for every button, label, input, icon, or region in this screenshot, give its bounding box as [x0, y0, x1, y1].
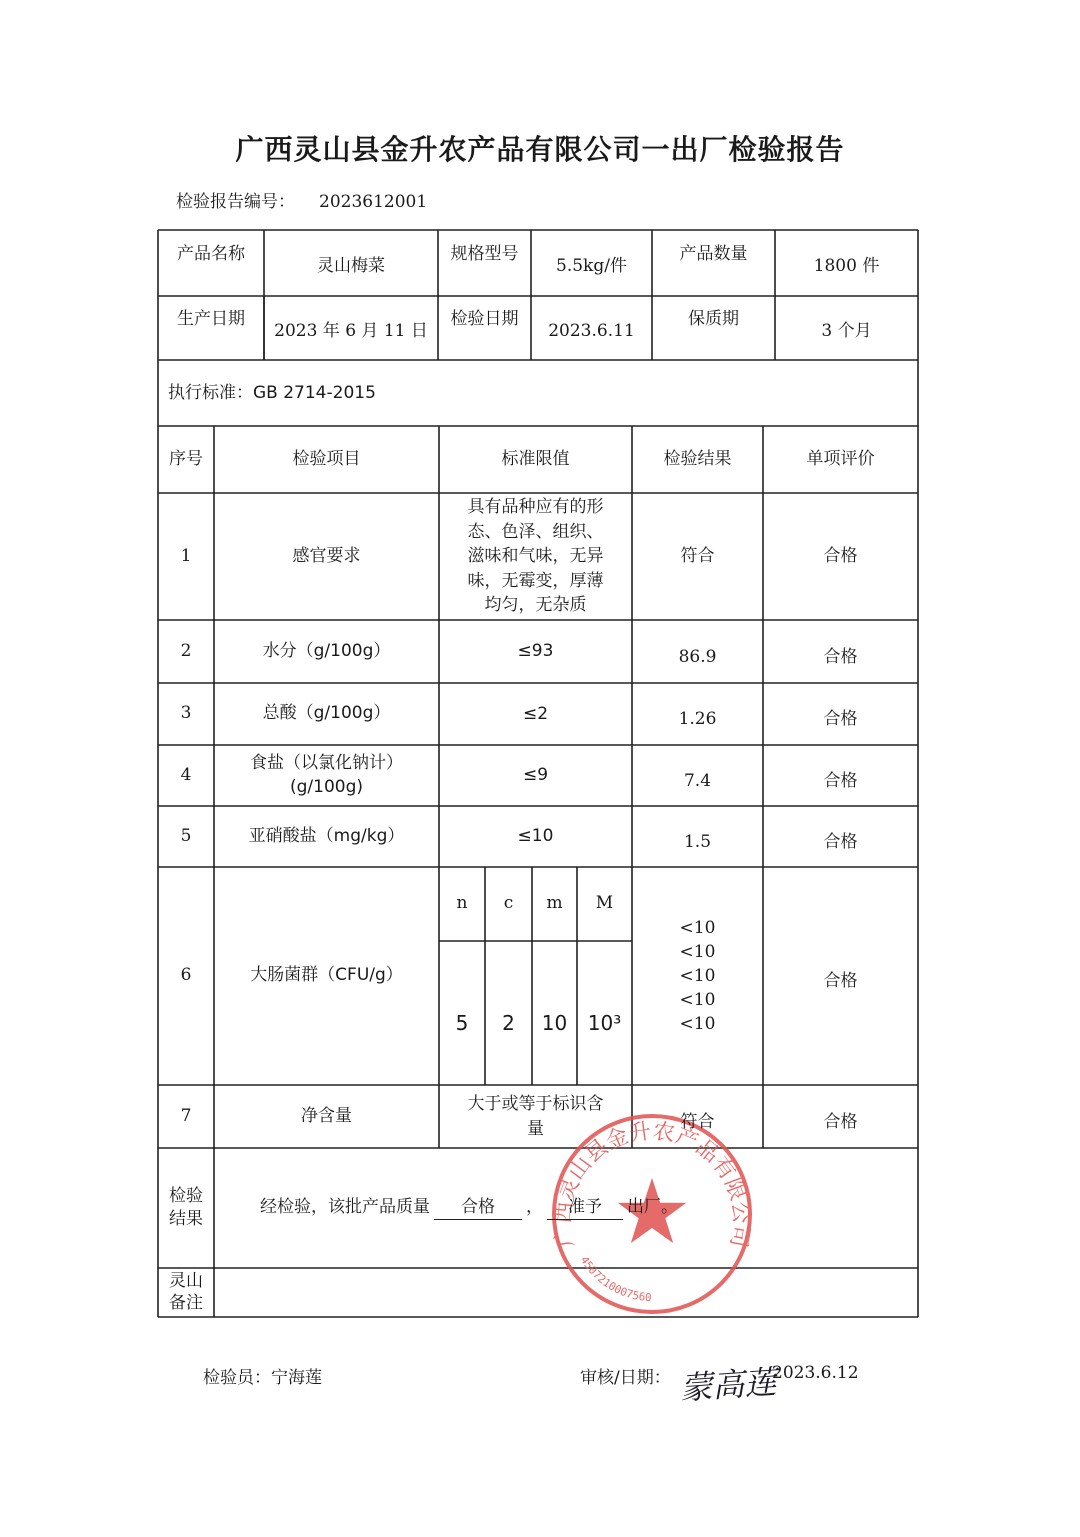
item-evaluation: 合格: [823, 709, 858, 730]
info-label: 产品数量: [679, 244, 748, 265]
test-item: 总酸（g/100g）: [262, 703, 391, 724]
info-label: 规格型号: [450, 244, 519, 265]
seal-text: 广西灵山县金升农产品有限公司: [550, 1119, 754, 1250]
test-result: 1.5: [683, 831, 712, 852]
test-result: <10 <10 <10 <10 <10: [679, 917, 716, 1035]
sampling-param: M: [595, 893, 614, 914]
standard-limit: ≤9: [522, 765, 549, 786]
column-header: 检验结果: [663, 448, 732, 469]
info-label: 保质期: [688, 309, 739, 330]
column-header: 标准限值: [501, 448, 570, 469]
test-item: 食盐（以氯化钠计）(g/100g): [250, 752, 403, 797]
item-evaluation: 合格: [823, 831, 858, 852]
test-item: 亚硝酸盐（mg/kg）: [248, 825, 405, 846]
conclusion-label: 检验结果: [169, 1186, 203, 1229]
info-value: 2023.6.11: [548, 321, 635, 342]
sampling-value: 10: [541, 1011, 568, 1035]
test-result: 7.4: [683, 770, 712, 791]
row-number: 1: [180, 545, 192, 566]
conclusion-text: [260, 1188, 678, 1228]
test-item: 感官要求: [292, 545, 361, 566]
inspector-name: 宁海莲: [271, 1368, 322, 1388]
item-evaluation: 合格: [823, 1111, 858, 1132]
report-number-value: 2023612001: [319, 192, 428, 212]
row-number: 4: [180, 764, 192, 785]
sampling-value: 2: [502, 1011, 515, 1035]
item-evaluation: 合格: [823, 971, 858, 992]
conclusion-comma: ，: [526, 1197, 543, 1218]
info-label: 生产日期: [177, 309, 245, 330]
test-item: 大肠菌群（CFU/g）: [250, 965, 403, 986]
execution-standard: 执行标准：GB 2714-2015: [168, 383, 376, 404]
reviewer-signature: 蒙高莲: [678, 1362, 778, 1408]
review-label: 审核/日期：: [580, 1368, 671, 1388]
sampling-param: n: [456, 893, 468, 914]
info-value: 灵山梅菜: [317, 256, 385, 277]
info-value: 2023 年 6 月 11 日: [274, 321, 428, 342]
standard-limit: ≤93: [517, 641, 554, 662]
test-result: 1.26: [678, 709, 717, 730]
info-label: 产品名称: [177, 244, 245, 265]
test-item: 水分（g/100g）: [262, 640, 391, 661]
remarks-label: 灵山备注: [169, 1271, 203, 1313]
info-value: 1800 件: [813, 256, 880, 277]
inspector-label: 检验员：: [203, 1368, 271, 1388]
row-number: 3: [180, 703, 192, 724]
sampling-value: 10³: [587, 1011, 622, 1035]
item-evaluation: 合格: [823, 770, 858, 791]
sampling-param: c: [503, 893, 514, 914]
test-result: 符合: [680, 545, 715, 566]
info-label: 检验日期: [450, 309, 519, 330]
standard-limit: ≤10: [517, 826, 554, 847]
conclusion-post: 出厂。: [627, 1197, 678, 1218]
test-item: 净含量: [301, 1105, 352, 1126]
inspector: [203, 1363, 322, 1388]
test-result: 符合: [680, 1111, 715, 1132]
conclusion-release: 准予: [547, 1196, 623, 1221]
report-number-label: 检验报告编号：: [176, 192, 295, 212]
review-date: 2023.6.12: [772, 1363, 859, 1383]
column-header: 序号: [169, 448, 203, 469]
item-evaluation: 合格: [823, 545, 858, 566]
column-header: 单项评价: [806, 448, 875, 469]
test-result: 86.9: [678, 646, 717, 667]
info-value: 3 个月: [821, 321, 872, 342]
standard-limit: ≤2: [522, 703, 549, 724]
conclusion-pre: 经检验，该批产品质量: [260, 1197, 430, 1218]
conclusion-quality: 合格: [434, 1196, 522, 1221]
info-value: 5.5kg/件: [556, 256, 627, 277]
standard-limit: 具有品种应有的形态、色泽、组织、滋味和气味，无异味，无霉变，厚薄均匀，无杂质: [467, 496, 604, 616]
report-title: 广西灵山县金升农产品有限公司一出厂检验报告: [235, 133, 845, 166]
row-number: 2: [180, 640, 192, 661]
seal-code: 4507210007560: [577, 1253, 652, 1305]
row-number: 7: [180, 1105, 192, 1126]
row-number: 5: [180, 825, 192, 846]
item-evaluation: 合格: [823, 646, 858, 667]
row-number: 6: [180, 965, 192, 986]
report-number: [176, 187, 427, 212]
column-header: 检验项目: [292, 448, 361, 469]
standard-limit: 大于或等于标识含量: [467, 1093, 604, 1139]
sampling-param: m: [546, 893, 563, 914]
sampling-value: 5: [455, 1011, 469, 1035]
